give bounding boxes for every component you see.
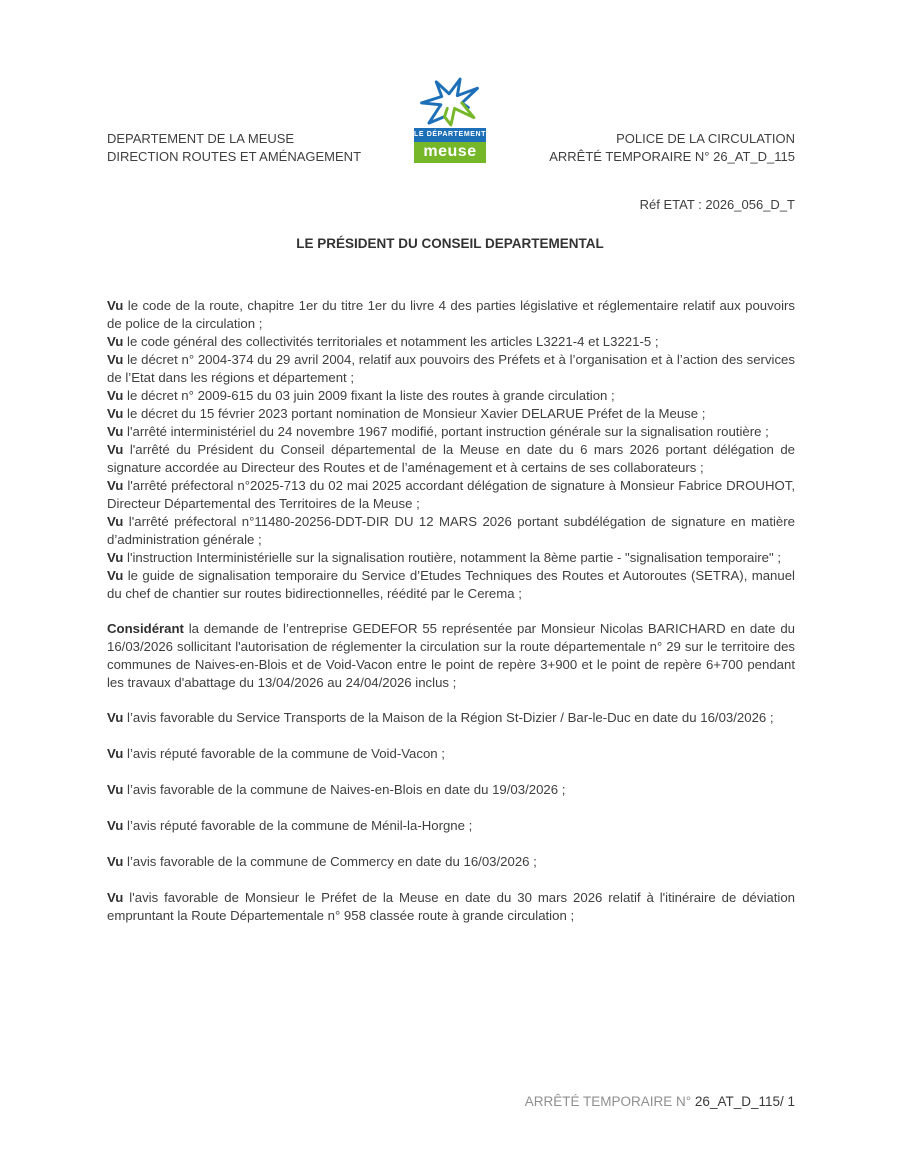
- footer-arrete-label: ARRÊTÉ TEMPORAIRE N°: [524, 1094, 695, 1109]
- vu-text: le décret du 15 février 2023 portant nomination de Monsieur Xavier DELARUE Préfet de la Meuse ;: [127, 406, 706, 421]
- avis-text: l’avis réputé favorable de la commune de Void-Vacon ;: [127, 746, 445, 761]
- avis-text: l'avis favorable de Monsieur le Préfet de la Meuse en date du 30 mars 2026 relatif à l'itinéraire de déviation empruntant la Route Départementale n° 958 classée route à grande circulation ;: [107, 890, 795, 923]
- avis-text: l’avis réputé favorable de la commune de Ménil-la-Horgne ;: [127, 818, 473, 833]
- vu-paragraph: [107, 477, 795, 513]
- vu-paragraph: [107, 297, 795, 333]
- direction-name: DIRECTION ROUTES ET AMÉNAGEMENT: [107, 149, 362, 164]
- police-circulation-label: POLICE DE LA CIRCULATION: [616, 131, 795, 146]
- page-footer: [525, 1094, 795, 1109]
- vu-lead: Vu: [107, 406, 124, 421]
- vu-lead: Vu: [107, 818, 124, 833]
- document-body: [107, 297, 795, 925]
- avis-text: l’avis favorable de la commune de Commercy en date du 16/03/2026 ;: [127, 854, 537, 869]
- logo-meuse-label: meuse: [414, 142, 486, 163]
- arrete-number-label: ARRÊTÉ TEMPORAIRE N° 26_AT_D_115: [549, 149, 795, 164]
- vu-paragraph: [107, 513, 795, 549]
- vu-paragraph: [107, 441, 795, 477]
- vu-lead: Vu: [107, 424, 124, 439]
- vu-text: le décret n° 2009-615 du 03 juin 2009 fixant la liste des routes à grande circulation ;: [127, 388, 615, 403]
- vu-text: l'arrêté du Président du Conseil départemental de la Meuse en date du 6 mars 2026 portant délégation de signature accordée au Directeur des Routes et de l’aménagement et à certains de ses collaborateurs ;: [107, 442, 795, 475]
- avis-paragraph: [107, 781, 795, 799]
- avis-paragraph: [107, 709, 795, 727]
- meuse-star-icon: [417, 76, 483, 128]
- vu-paragraph: [107, 351, 795, 387]
- vu-text: l'arrêté préfectoral n°2025-713 du 02 mai 2025 accordant délégation de signature à Monsieur Fabrice DROUHOT, Directeur Départemental des Territoires de la Meuse ;: [107, 478, 795, 511]
- vu-lead: Vu: [107, 710, 124, 725]
- considerant-text: la demande de l’entreprise GEDEFOR 55 représentée par Monsieur Nicolas BARICHARD en date du 16/03/2026 sollicitant l'autorisation de réglementer la circulation sur la route départementale n° 29 sur le territoire des communes de Naives-en-Blois et de Void-Vacon entre le point de repère 3+900 et le point de repère 6+700 pendant les travaux d'abattage du 13/04/2026 au 24/04/2026 inclus ;: [107, 621, 795, 690]
- document-header: [107, 130, 795, 166]
- vu-lead: Vu: [107, 514, 124, 529]
- vu-paragraph: [107, 387, 795, 405]
- vu-lead: Vu: [107, 388, 124, 403]
- vu-paragraph: [107, 405, 795, 423]
- vu-text: le code de la route, chapitre 1er du titre 1er du livre 4 des parties législative et réglementaire relatif aux pouvoirs de police de la circulation ;: [107, 298, 795, 331]
- avis-paragraph: [107, 889, 795, 925]
- vu-text: l'arrêté préfectoral n°11480-20256-DDT-DIR DU 12 MARS 2026 portant subdélégation de signature en matière d’administration générale ;: [107, 514, 795, 547]
- header-right-block: [549, 130, 795, 166]
- considerant-lead: Considérant: [107, 621, 184, 636]
- avis-paragraph: [107, 745, 795, 763]
- vu-text: le code général des collectivités territoriales et notamment les articles L3221-4 et L3221-5 ;: [127, 334, 659, 349]
- vu-lead: Vu: [107, 478, 124, 493]
- vu-text: le guide de signalisation temporaire du Service d’Etudes Techniques des Routes et Autoroutes (SETRA), manuel du chef de chantier sur routes bidirectionnelles, réédité par le Cerema ;: [107, 568, 795, 601]
- ref-etat-line: Réf ETAT : 2026_056_D_T: [639, 197, 795, 212]
- department-name: DEPARTEMENT DE LA MEUSE: [107, 131, 295, 146]
- vu-lead: Vu: [107, 352, 124, 367]
- footer-arrete-number: 26_AT_D_115/ 1: [694, 1094, 795, 1109]
- avis-paragraph: [107, 817, 795, 835]
- vu-lead: Vu: [107, 890, 124, 905]
- header-left-block: [107, 130, 361, 166]
- vu-lead: Vu: [107, 550, 124, 565]
- vu-lead: Vu: [107, 442, 124, 457]
- avis-text: l’avis favorable de la commune de Naives-en-Blois en date du 19/03/2026 ;: [127, 782, 566, 797]
- vu-text: l'arrêté interministériel du 24 novembre 1967 modifié, portant instruction générale sur la signalisation routière ;: [127, 424, 769, 439]
- vu-lead: Vu: [107, 334, 124, 349]
- logo-department-label: LE DÉPARTEMENT: [414, 128, 486, 142]
- vu-paragraph: [107, 423, 795, 441]
- avis-text: l’avis favorable du Service Transports de la Maison de la Région St-Dizier / Bar-le-Duc en date du 16/03/2026 ;: [127, 710, 774, 725]
- vu-lead: Vu: [107, 298, 124, 313]
- vu-lead: Vu: [107, 782, 124, 797]
- vu-paragraph: [107, 549, 795, 567]
- vu-text: le décret n° 2004-374 du 29 avril 2004, relatif aux pouvoirs des Préfets et à l’organisation et à l’action des services de l’Etat dans les régions et département ;: [107, 352, 795, 385]
- vu-lead: Vu: [107, 568, 124, 583]
- vu-lead: Vu: [107, 746, 124, 761]
- vu-text: l'instruction Interministérielle sur la signalisation routière, notamment la 8ème partie - "signalisation temporaire" ;: [127, 550, 782, 565]
- considerant-paragraph: [107, 620, 795, 692]
- vu-paragraph: [107, 567, 795, 603]
- document-title: LE PRÉSIDENT DU CONSEIL DEPARTEMENTAL: [296, 236, 604, 251]
- vu-paragraph: [107, 333, 795, 351]
- avis-paragraph: [107, 853, 795, 871]
- vu-lead: Vu: [107, 854, 124, 869]
